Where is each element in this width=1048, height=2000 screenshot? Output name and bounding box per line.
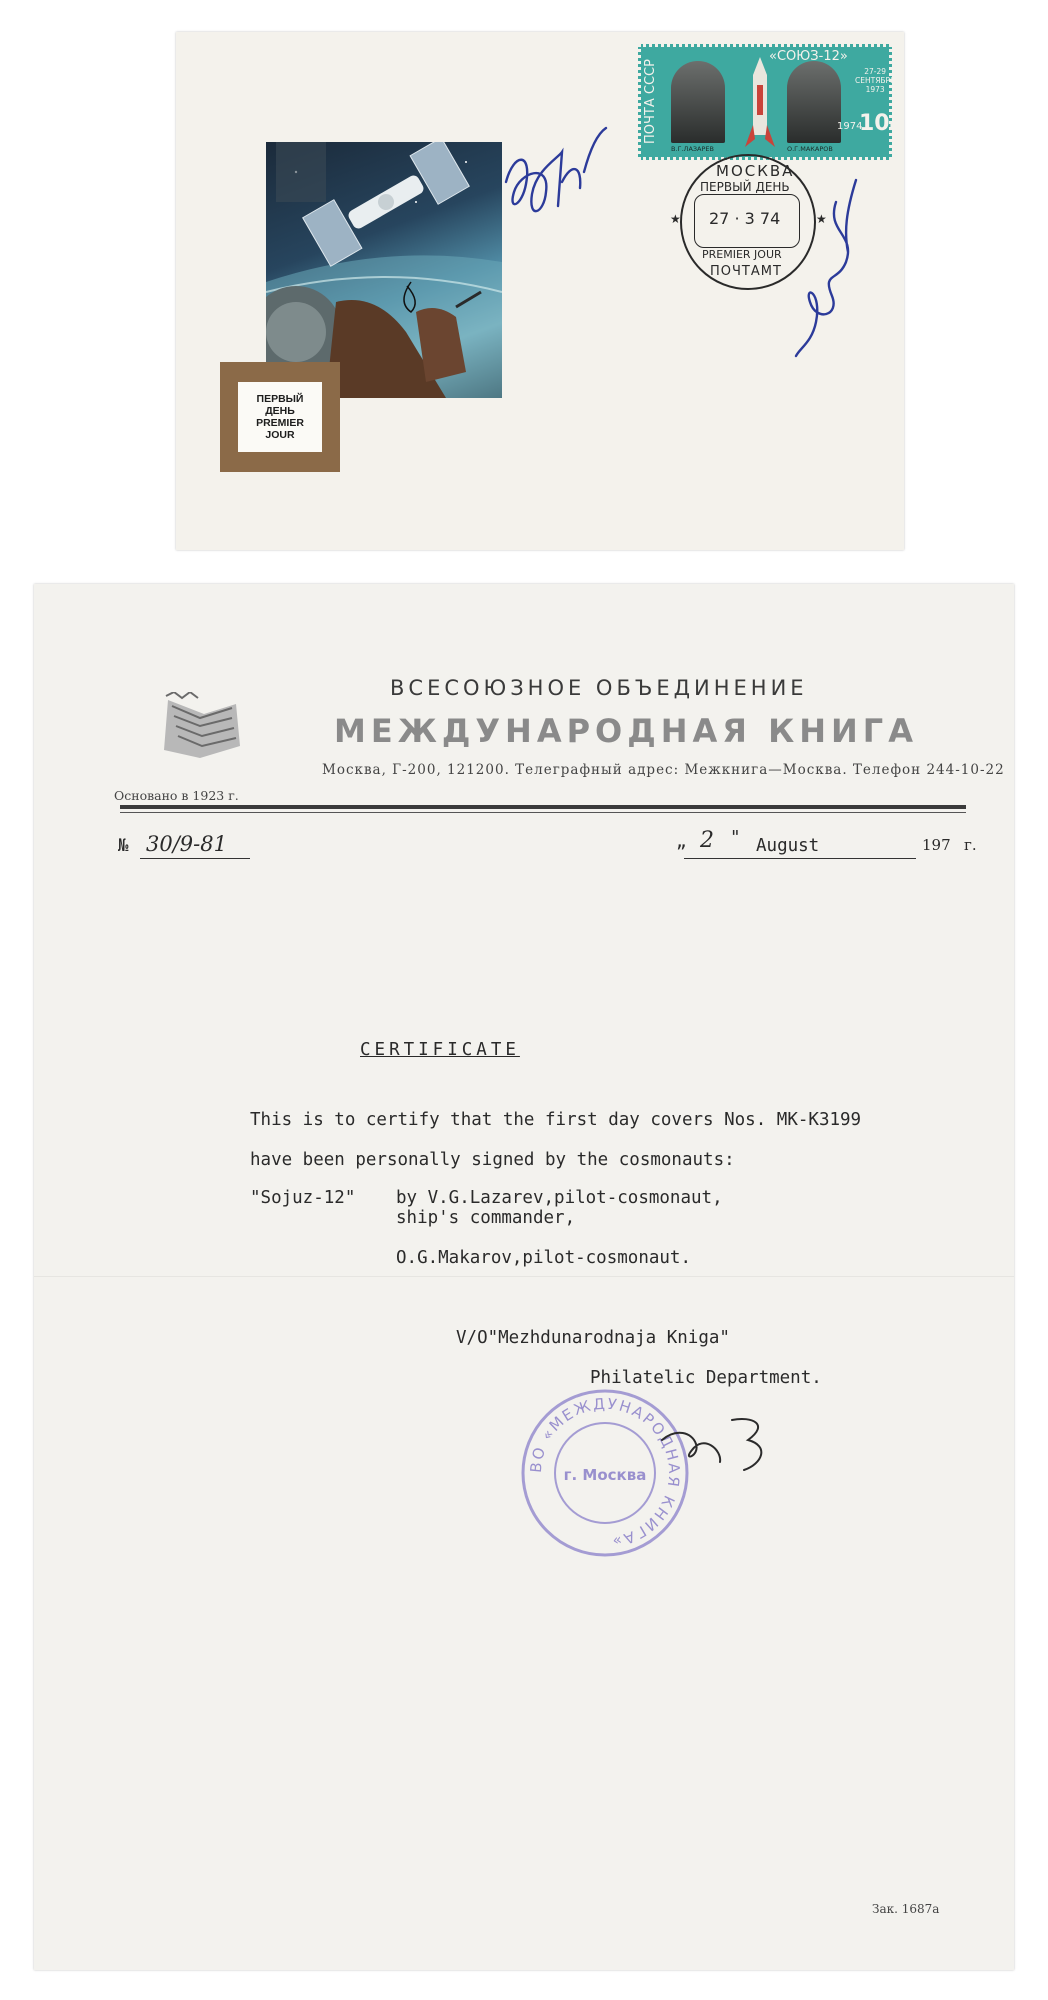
letterhead-rule-thin <box>120 812 966 813</box>
department-signature <box>652 1410 782 1480</box>
print-order-code: Зак. 1687а <box>872 1902 940 1916</box>
first-day-badge <box>220 362 340 472</box>
ship-name: "Sojuz-12" <box>250 1188 356 1208</box>
date-underline <box>684 858 916 859</box>
org-union-title: ВСЕСОЮЗНОЕ ОБЪЕДИНЕНИЕ <box>390 676 808 700</box>
rocket-icon <box>745 55 775 149</box>
date-day: 2 <box>700 828 714 853</box>
signatory-department: Philatelic Department. <box>590 1368 822 1388</box>
postmark-date: 27 · 3 74 <box>709 209 781 228</box>
stamp-flight-date <box>855 67 895 94</box>
stamp-value <box>859 111 897 136</box>
postmark-line-2: PREMIER JOUR <box>702 248 782 261</box>
stamp-country: ПОЧТА СССР <box>643 59 658 145</box>
postmark-date-box <box>694 194 800 248</box>
first-day-cover-envelope <box>176 32 904 550</box>
seal-ring-text: ВО «МЕЖДУНАРОДНАЯ КНИГА» <box>526 1394 684 1551</box>
crew-1-line-2: ship's commander, <box>396 1208 576 1228</box>
lazarev-autograph <box>496 122 626 232</box>
number-underline <box>140 858 250 859</box>
stamp-date-line-1: 27-29 <box>864 67 887 76</box>
portrait-lazarev <box>671 61 725 143</box>
document-number: 30/9-81 <box>146 832 227 856</box>
stamp-currency: К <box>889 123 897 133</box>
date-quote-open: „ <box>676 832 687 852</box>
space-station-cachet-illustration <box>266 142 502 398</box>
postmark-star-right-icon: ★ <box>816 212 827 226</box>
org-address: Москва, Г-200, 121200. Телеграфный адрес: Межкнига—Москва. Телефон 244-10-22 <box>322 762 1005 778</box>
certificate-heading: CERTIFICATE <box>360 1040 520 1060</box>
stamp-name-right: О.Г.МАКАРОВ <box>787 145 833 153</box>
makarov-autograph <box>786 172 876 362</box>
date-quote-close: " <box>730 828 741 848</box>
postage-stamp <box>638 44 897 160</box>
org-founded: Основано в 1923 г. <box>114 788 239 803</box>
stamp-year: 1974 <box>837 121 863 132</box>
seal-city: г. Москва <box>563 1466 647 1484</box>
date-suffix: г. <box>964 836 977 854</box>
badge-line-3: PREMIER <box>256 417 304 429</box>
stamp-date-line-2: СЕНТЯБРЯ <box>855 76 896 85</box>
date-month: August <box>756 836 820 856</box>
book-logo-icon <box>160 692 244 760</box>
body-line-2: have been personally signed by the cosmonauts: <box>250 1150 735 1170</box>
portrait-makarov <box>787 61 841 143</box>
badge-line-2: ДЕНЬ <box>265 405 295 417</box>
authenticity-certificate <box>34 584 1014 1970</box>
body-line-1: This is to certify that the first day covers Nos. MK-K3199 <box>250 1110 862 1130</box>
badge-line-4: JOUR <box>265 429 295 441</box>
crew-2: O.G.Makarov,pilot-cosmonaut. <box>396 1248 692 1268</box>
stamp-name-left: В.Г.ЛАЗАРЕВ <box>671 145 714 153</box>
first-day-badge-label <box>238 382 322 452</box>
signatory-org: V/O"Mezhdunarodnaja Kniga" <box>456 1328 730 1348</box>
postmark-office: ПОЧТАМТ <box>710 264 782 279</box>
postmark-city: МОСКВА <box>716 162 795 180</box>
crew-1-line-1: by V.G.Lazarev,pilot-cosmonaut, <box>396 1188 723 1208</box>
stamp-title: «СОЮЗ-12» <box>769 49 848 64</box>
letterhead-rule <box>120 805 966 809</box>
postmark-line-1: ПЕРВЫЙ ДЕНЬ <box>700 180 790 194</box>
stamp-value-number: 10 <box>859 111 890 136</box>
document-number-prefix: № <box>118 836 129 856</box>
badge-line-1: ПЕРВЫЙ <box>256 393 304 405</box>
stamp-date-line-3: 1973 <box>865 85 885 94</box>
postmark-star-left-icon: ★ <box>670 212 681 226</box>
org-name: МЕЖДУНАРОДНАЯ КНИГА <box>334 712 918 750</box>
date-year: 197 <box>922 836 951 854</box>
cachet-artwork <box>266 142 502 398</box>
